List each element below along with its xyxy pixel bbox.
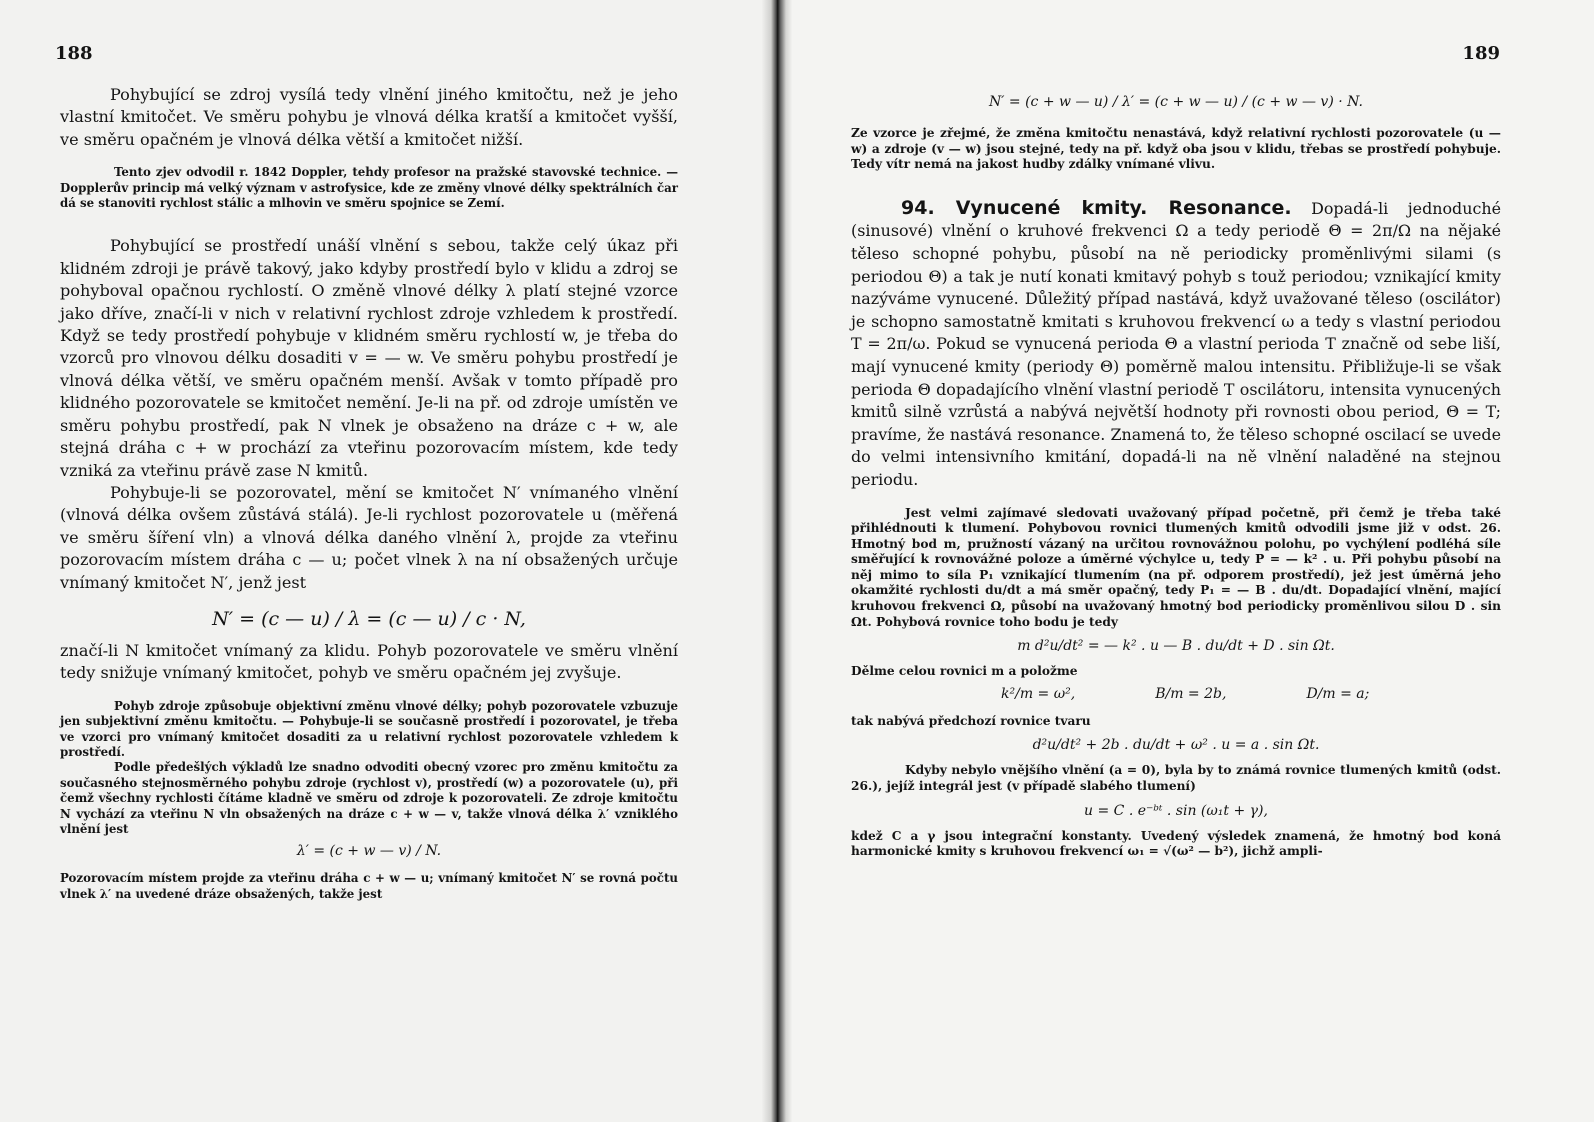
small-paragraph: Kdyby nebylo vnějšího vlnění (a = 0), byla by to známá rovnice tlumených kmitů (odst. 26.), jejíž integrál jest (v případě slabého tlumení)	[851, 763, 1501, 794]
footnote-paragraph: Tento zjev odvodil r. 1842 Doppler, tehdy profesor na pražské stavovské technice. — Dopplerův princip má velký význam v astrofysice, kde ze změny vlnové délky spektrálních čar dá se stanoviti rychlost stálic a mlhovin ve směru spojnice se Zemí.	[60, 165, 678, 211]
paragraph: Pohybující se zdroj vysílá tedy vlnění jiného kmitočtu, než je jeho vlastní kmitočet. Ve směru pohybu je vlnová délka kratší a kmitočet vyšší, ve směru opačném je vlnová délka větší a kmitočet nižší.	[60, 85, 678, 149]
paragraph: Pohybující se prostředí unáší vlnění s sebou, takže celý úkaz při klidném zdroji je právě takový, jako kdyby prostředí bylo v klidu a zdroj se pohyboval opačnou rychlostí. O změně vlnové délky λ platí stejné vzorce jako dříve, značí-li v nich v relativní rychlost zdroje vzhledem k prostředí. Když se tedy prostředí pohybuje v klidném směru rychlostí w, je třeba do vzorců pro vlnovou délku dosaditi v = — w. Ve směru pohybu prostředí je vlnová délka větší, ve směru opačném menší. Avšak v tomto případě pro klidného pozorovatele se kmitočet nemění. Je-li na př. od zdroje umístěn ve směru pohybu prostředí, pak N vlnek je obsaženo na dráze c + w, ale stejná dráha c + w prochází za vteřinu pozorovacím místem, kde tedy vzniká za vteřinu právě zase N kmitů.	[60, 236, 678, 480]
small-paragraph: Pozorovacím místem projde za vteřinu dráha c + w — u; vnímaný kmitočet N′ se rovná počtu vlnek λ′ na uvedené dráze obsažených, takže jest	[60, 871, 678, 901]
small-paragraph: Pohyb zdroje způsobuje objektivní změnu vlnové délky; pohyb pozorovatele vzbuzuje jen subjektivní změnu kmitočtu. — Pohybuje-li se současně prostředí i pozorovatel, je třeba ve vzorci pro vnímaný kmitočet dosaditi za u relativní rychlost pozorovatele vzhledem k prostředí.	[60, 698, 678, 759]
equation: B/m = 2b,	[1155, 685, 1227, 702]
paragraph-text: Dopadá-li jednoduché (sinusové) vlnění o kruhové frekvenci Ω a tedy periodě Θ = 2π/Ω na nějaké těleso schopné pohybu, působí na ně periodicky proměnlivými silami (s periodou Θ) a tak je nutí konati kmitavý pohyb s touž periodou; vznikající kmity nazýváme vynucené. Důležitý případ nastává, když uvažované těleso (oscilátor) je schopno samostatně kmitati s kruhovou frekvencí ω a tedy s vlastní periodou T = 2π/ω. Pokud se vynucená perioda Θ a vlastní perioda T značně od sebe liší, mají vynucené kmity (periody Θ) poměrně malou intensitu. Přibližuje-li se však perioda Θ dopadajícího vlnění vlastní periodě T oscilátoru, intensita vynucených kmitů silně vzrůstá a nabývá největší hodnoty při rovnosti obou period, Θ = T; pravíme, že nastává resonance. Znamená to, že těleso schopné oscilací se uvede do velmi intensivního kmitání, dopadá-li na ně vlnění naladěné na stejnou periodu.	[851, 198, 1501, 489]
equation: λ′ = (c + w — v) / N.	[296, 843, 442, 860]
small-paragraph: Ze vzorce je zřejmé, že změna kmitočtu nenastává, když relativní rychlosti pozorovatele (u — w) a zdroje (v — w) jsou stejné, tedy na př. když oba jsou v klidu, třebas se prostředí pohybuje. Tedy vítr nemá na jakost hudby zdálky vnímané vlivu.	[851, 126, 1501, 172]
paragraph: značí-li N kmitočet vnímaný za klidu. Pohyb pozorovatele ve směru vlnění tedy snižuje vnímaný kmitočet, pohyb ve směru opačném jej zvyšuje.	[60, 640, 678, 683]
small-paragraph: Podle předešlých výkladů lze snadno odvoditi obecný vzorec pro změnu kmitočtu za současného stejnosměrného pohybu zdroje (rychlost v), prostředí (w) a pozorovatele (u), při čemž všechny rychlosti čítáme kladně ve směru od zdroje k pozorovateli. Ze zdroje kmitočtu N vychází za vteřinu N vln obsažených na dráze c + w — v, takže vlnová délka λ′ vzniklého vlnění jest	[60, 760, 678, 836]
paragraph: Pohybuje-li se pozorovatel, mění se kmitočet N′ vnímaného vlnění (vlnová délka ovšem zůstává stálá). Je-li rychlost pozorovatele u (měřená ve směru šíření vln) a vlnová délka daného vlnění λ, projde za vteřinu pozorovacím místem dráha c — u; počet vlnek λ na ní obsažených určuje vnímaný kmitočet N′, jenž jest	[60, 482, 678, 592]
page-number: 189	[1462, 43, 1500, 64]
equation: m d²u/dt² = — k² . u — B . du/dt + D . sin Ωt.	[1017, 638, 1335, 655]
right-text-column	[851, 90, 1501, 860]
page-number: 188	[55, 43, 93, 64]
section-heading: 94. Vynucené kmity. Resonance.	[901, 196, 1292, 219]
right-page	[778, 0, 1594, 1122]
equation: d²u/dt² + 2b . du/dt + ω² . u = a . sin Ωt.	[1032, 737, 1320, 754]
equation: N′ = (c — u) / λ = (c — u) / c · N,	[212, 607, 526, 630]
left-text-column	[60, 84, 678, 902]
small-paragraph: tak nabývá předchozí rovnice tvaru	[851, 713, 1091, 728]
equation-row	[851, 686, 1501, 702]
small-paragraph: Jest velmi zajímavé sledovati uvažovaný případ početně, při čemž je třeba také přihlédnouti k tlumení. Pohybovou rovnici tlumených kmitů odvodili jsme již v odst. 26. Hmotný bod m, pružností vázaný na určitou rovnovážnou polohu, po vychýlení podléhá síle směřující k rovnovážné poloze a úměrné výchylce u, tedy P = — k² . u. Při pohybu působí na něj mimo to síla P₁ vznikající tlumením (na př. odporem prostředí), jež jest úměrná jeho okamžité rychlosti du/dt a má směr opačný, tedy P₁ = — B . du/dt. Dopadající vlnění, mající kruhovou frekvenci Ω, působí na uvažovaný hmotný bod periodicky proměnlivou silou D . sin Ωt. Pohybová rovnice toho bodu je tedy	[851, 505, 1501, 629]
small-paragraph: Dělme celou rovnici m a položme	[851, 664, 1078, 679]
left-page	[0, 0, 778, 1122]
equation: D/m = a;	[1306, 685, 1370, 702]
equation: u = C . e⁻ᵇᵗ . sin (ω₁t + γ),	[1084, 802, 1268, 819]
section-paragraph	[851, 197, 1501, 492]
equation: k²/m = ω²,	[1001, 685, 1076, 702]
book-gutter	[762, 0, 792, 1122]
equation: N′ = (c + w — u) / λ′ = (c + w — u) / (c + w — v) · N.	[989, 94, 1363, 110]
small-paragraph: kdež C a γ jsou integrační konstanty. Uvedený výsledek znamená, že hmotný bod koná harmonické kmity s kruhovou frekvencí ω₁ = √(ω² — b²), jichž ampli-	[851, 828, 1501, 859]
